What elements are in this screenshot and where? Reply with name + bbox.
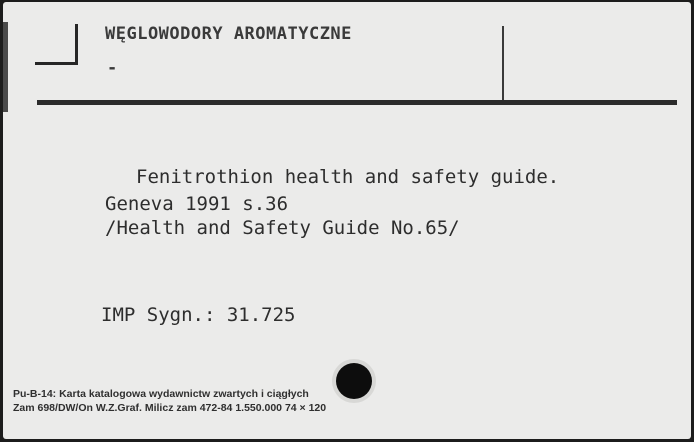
footer-print-line: Zam 698/DW/On W.Z.Graf. Milicz zam 472-84 1.550.000 74 × 120	[13, 402, 327, 414]
subject-heading: WĘGLOWODORY AROMATYCZNE	[105, 24, 352, 44]
subject-subheading: -	[107, 58, 118, 78]
card-left-edge	[3, 22, 8, 112]
corner-mark	[35, 62, 77, 65]
footer-form-line: Pu-B-14: Karta katalogowa wydawnictw zwartych i ciągłych	[13, 388, 309, 400]
punch-hole	[336, 363, 372, 399]
header-divider	[502, 26, 504, 100]
entry-series: /Health and Safety Guide No.65/	[105, 217, 460, 239]
entry-title: Fenitrothion health and safety guide.	[136, 166, 560, 188]
call-number: IMP Sygn.: 31.725	[101, 304, 296, 326]
entry-publication: Geneva 1991 s.36	[105, 193, 289, 215]
corner-mark-vertical	[75, 24, 78, 65]
catalog-card	[3, 2, 691, 439]
header-rule	[37, 100, 677, 105]
